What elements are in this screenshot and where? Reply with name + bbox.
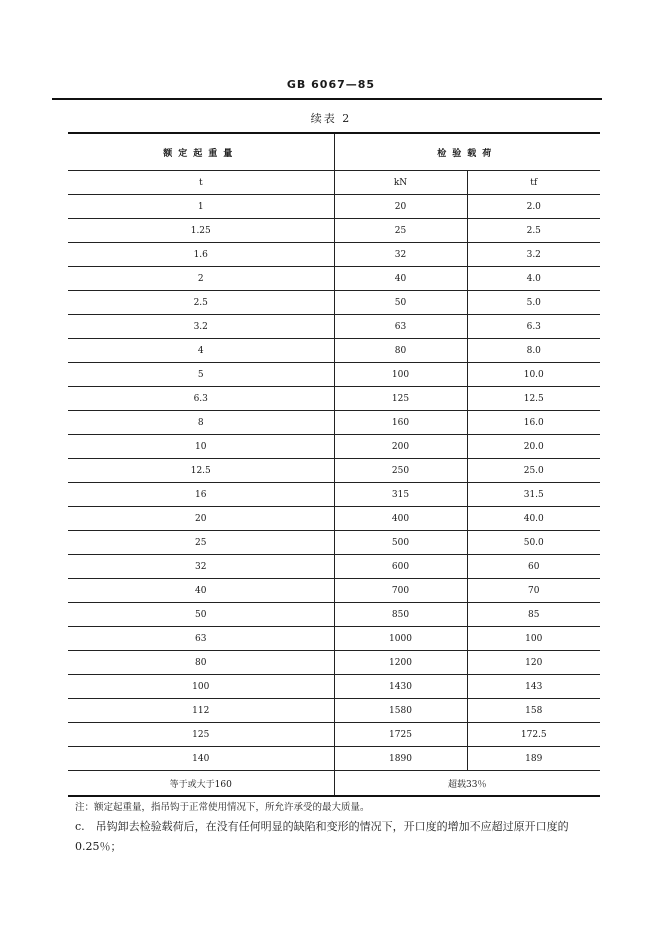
kn-cell: 125 bbox=[334, 387, 467, 411]
table-row bbox=[68, 483, 600, 507]
tf-cell: 50.0 bbox=[467, 531, 600, 555]
tf-unit: tf bbox=[467, 171, 600, 195]
capacity-cell: 2 bbox=[68, 267, 334, 291]
header-rule bbox=[52, 98, 602, 100]
clause-c-paragraph: c. 吊钩卸去检验载荷后，在没有任何明显的缺陷和变形的情况下，开口度的增加不应超过原开口度的0.25％； bbox=[75, 820, 569, 853]
table-row bbox=[68, 723, 600, 747]
table-row bbox=[68, 435, 600, 459]
table-row bbox=[68, 411, 600, 435]
table-row bbox=[68, 315, 600, 339]
capacity-cell: 100 bbox=[68, 675, 334, 699]
table-row bbox=[68, 291, 600, 315]
capacity-cell: 3.2 bbox=[68, 315, 334, 339]
tf-cell: 20.0 bbox=[467, 435, 600, 459]
table-row bbox=[68, 603, 600, 627]
table-row bbox=[68, 627, 600, 651]
tf-cell: 31.5 bbox=[467, 483, 600, 507]
capacity-cell: 140 bbox=[68, 747, 334, 771]
capacity-cell: 16 bbox=[68, 483, 334, 507]
table-body bbox=[68, 195, 600, 771]
footer-load: 超载33％ bbox=[334, 771, 600, 797]
capacity-cell: 20 bbox=[68, 507, 334, 531]
tf-cell: 16.0 bbox=[467, 411, 600, 435]
capacity-cell: 6.3 bbox=[68, 387, 334, 411]
table-note: 注：额定起重量，指吊钩于正常使用情况下，所允许承受的最大质量。 bbox=[75, 802, 370, 813]
table-row bbox=[68, 243, 600, 267]
capacity-cell: 5 bbox=[68, 363, 334, 387]
tf-cell: 70 bbox=[467, 579, 600, 603]
table-row bbox=[68, 579, 600, 603]
load-table bbox=[68, 132, 600, 797]
kn-cell: 1430 bbox=[334, 675, 467, 699]
capacity-cell: 1.6 bbox=[68, 243, 334, 267]
tf-cell: 5.0 bbox=[467, 291, 600, 315]
kn-cell: 160 bbox=[334, 411, 467, 435]
table-row bbox=[68, 675, 600, 699]
kn-cell: 600 bbox=[334, 555, 467, 579]
footer-capacity: 等于或大于160 bbox=[68, 771, 334, 797]
table-row bbox=[68, 339, 600, 363]
tf-cell: 6.3 bbox=[467, 315, 600, 339]
table-row bbox=[68, 507, 600, 531]
capacity-cell: 8 bbox=[68, 411, 334, 435]
capacity-cell: 25 bbox=[68, 531, 334, 555]
capacity-cell: 10 bbox=[68, 435, 334, 459]
tf-cell: 4.0 bbox=[467, 267, 600, 291]
tf-cell: 100 bbox=[467, 627, 600, 651]
table-row bbox=[68, 267, 600, 291]
kn-cell: 1890 bbox=[334, 747, 467, 771]
capacity-cell: 40 bbox=[68, 579, 334, 603]
tf-cell: 2.5 bbox=[467, 219, 600, 243]
kn-cell: 100 bbox=[334, 363, 467, 387]
kn-cell: 200 bbox=[334, 435, 467, 459]
kn-cell: 400 bbox=[334, 507, 467, 531]
table-row bbox=[68, 555, 600, 579]
capacity-cell: 32 bbox=[68, 555, 334, 579]
tf-cell: 3.2 bbox=[467, 243, 600, 267]
capacity-cell: 50 bbox=[68, 603, 334, 627]
capacity-cell: 112 bbox=[68, 699, 334, 723]
table-row bbox=[68, 699, 600, 723]
kn-cell: 1000 bbox=[334, 627, 467, 651]
kn-cell: 32 bbox=[334, 243, 467, 267]
tf-cell: 10.0 bbox=[467, 363, 600, 387]
table-row bbox=[68, 195, 600, 219]
kn-cell: 315 bbox=[334, 483, 467, 507]
capacity-cell: 4 bbox=[68, 339, 334, 363]
tf-cell: 85 bbox=[467, 603, 600, 627]
tf-cell: 158 bbox=[467, 699, 600, 723]
tf-cell: 172.5 bbox=[467, 723, 600, 747]
kn-unit: kN bbox=[334, 171, 467, 195]
kn-cell: 63 bbox=[334, 315, 467, 339]
tf-cell: 8.0 bbox=[467, 339, 600, 363]
capacity-cell: 125 bbox=[68, 723, 334, 747]
kn-cell: 850 bbox=[334, 603, 467, 627]
kn-cell: 1725 bbox=[334, 723, 467, 747]
kn-cell: 1580 bbox=[334, 699, 467, 723]
tf-cell: 120 bbox=[467, 651, 600, 675]
table-row bbox=[68, 387, 600, 411]
capacity-cell: 1.25 bbox=[68, 219, 334, 243]
table-row bbox=[68, 219, 600, 243]
kn-cell: 700 bbox=[334, 579, 467, 603]
tf-cell: 189 bbox=[467, 747, 600, 771]
tf-cell: 143 bbox=[467, 675, 600, 699]
table-row bbox=[68, 459, 600, 483]
tf-cell: 12.5 bbox=[467, 387, 600, 411]
tf-cell: 40.0 bbox=[467, 507, 600, 531]
kn-cell: 25 bbox=[334, 219, 467, 243]
kn-cell: 20 bbox=[334, 195, 467, 219]
capacity-header: 额定起重量 bbox=[68, 133, 334, 171]
capacity-cell: 63 bbox=[68, 627, 334, 651]
capacity-cell: 80 bbox=[68, 651, 334, 675]
kn-cell: 250 bbox=[334, 459, 467, 483]
tf-cell: 25.0 bbox=[467, 459, 600, 483]
capacity-cell: 12.5 bbox=[68, 459, 334, 483]
table-row bbox=[68, 747, 600, 771]
capacity-unit: t bbox=[68, 171, 334, 195]
table-caption: 续表 2 bbox=[310, 112, 352, 125]
standard-code-header: GB 6067—85 bbox=[286, 78, 376, 91]
capacity-cell: 1 bbox=[68, 195, 334, 219]
test-load-header: 检验载荷 bbox=[334, 133, 600, 171]
kn-cell: 500 bbox=[334, 531, 467, 555]
kn-cell: 80 bbox=[334, 339, 467, 363]
table-row bbox=[68, 363, 600, 387]
kn-cell: 50 bbox=[334, 291, 467, 315]
capacity-cell: 2.5 bbox=[68, 291, 334, 315]
tf-cell: 60 bbox=[467, 555, 600, 579]
table-row bbox=[68, 651, 600, 675]
kn-cell: 1200 bbox=[334, 651, 467, 675]
table-row bbox=[68, 531, 600, 555]
tf-cell: 2.0 bbox=[467, 195, 600, 219]
kn-cell: 40 bbox=[334, 267, 467, 291]
